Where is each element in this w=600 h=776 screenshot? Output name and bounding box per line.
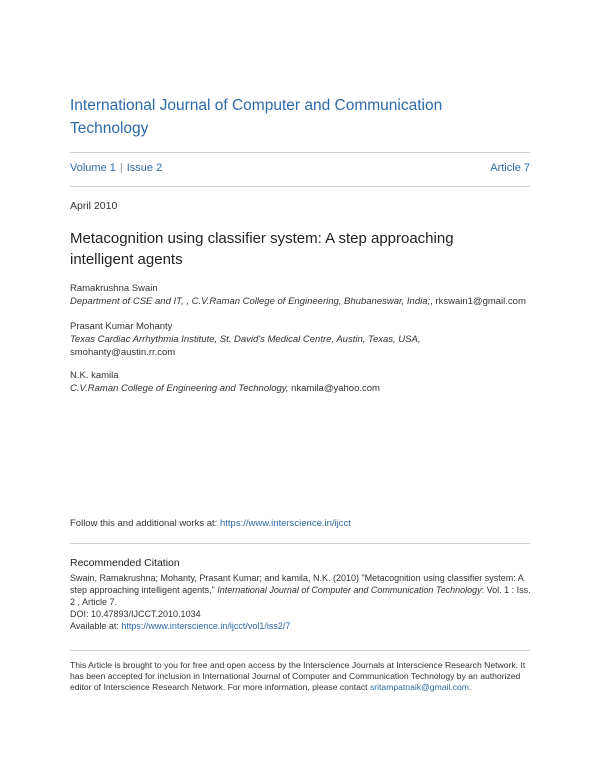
journal-title-line2[interactable]: Technology (70, 120, 149, 137)
citation-doi: DOI: 10.47893/IJCCT.2010.1034 (70, 609, 201, 619)
citation-body (70, 572, 532, 632)
volume-link[interactable]: Volume 1 (70, 162, 116, 174)
paper-title-line2: intelligent agents (70, 251, 183, 268)
author-email: smohanty@austin.rr.com (70, 347, 176, 358)
issue-link[interactable]: Issue 2 (126, 162, 163, 174)
author-block (70, 369, 540, 395)
author-block (70, 282, 540, 308)
divider-top (70, 152, 530, 153)
publication-date: April 2010 (70, 200, 118, 212)
follow-line (70, 518, 351, 529)
citation-heading: Recommended Citation (70, 557, 180, 569)
author-affiliation: Department of CSE and IT, , C.V.Raman College of Engineering, Bhubaneswar, India; (70, 296, 431, 307)
author-email: nkamila@yahoo.com (288, 383, 380, 394)
author-name: Prasant Kumar Mohanty (70, 321, 173, 332)
follow-text: Follow this and additional works at: (70, 518, 220, 529)
license-text: This Article is brought to you for free and open access by the Interscience Journals at Interscience Research Network. It has been accepted for inclusion in International Journal of Computer and Communication Technology by an authorized editor of Interscience Research Network. For more information, please contact (70, 660, 526, 692)
citation-authors: Swain, Ramakrushna; Mohanty, Prasant Kumar; and kamila, N.K. (2010) "Metacognition using classifier system: A step approaching intelligent agents," (70, 573, 524, 595)
author-affiliation: C.V.Raman College of Engineering and Technology, (70, 383, 289, 394)
journal-title[interactable] (70, 94, 530, 140)
author-affiliation: Texas Cardiac Arrhythmia Institute, St. David's Medical Centre, Austin, Texas, USA, (70, 334, 421, 345)
author-email: , rkswain1@gmail.com (430, 296, 526, 307)
follow-link[interactable]: https://www.interscience.in/ijcct (219, 518, 351, 529)
journal-title-line1[interactable]: International Journal of Computer and Communication (70, 97, 443, 114)
volume-separator: | (119, 162, 123, 174)
volume-issue (70, 162, 162, 174)
citation-volume: : Vol. 1 : Iss. 2 , Article 7. (70, 585, 531, 607)
contact-email-link[interactable]: sritampatnaik@gmail.com (369, 682, 469, 692)
citation-journal: International Journal of Computer and Communication Technology (217, 585, 482, 595)
author-name: Ramakrushna Swain (70, 283, 158, 294)
license-end: . (468, 682, 472, 692)
author-block (70, 320, 540, 359)
divider-citation (70, 543, 530, 544)
article-link[interactable]: Article 7 (490, 162, 530, 174)
paper-title-line1: Metacognition using classifier system: A step approaching (70, 230, 454, 247)
divider-license (70, 650, 530, 651)
author-name: N.K. kamila (70, 370, 119, 381)
divider-issue (70, 186, 530, 187)
available-label: Available at: (70, 621, 122, 631)
license-notice (70, 660, 532, 693)
paper-title (70, 228, 500, 270)
available-link[interactable]: https://www.interscience.in/ijcct/vol1/iss2/7 (121, 621, 291, 631)
